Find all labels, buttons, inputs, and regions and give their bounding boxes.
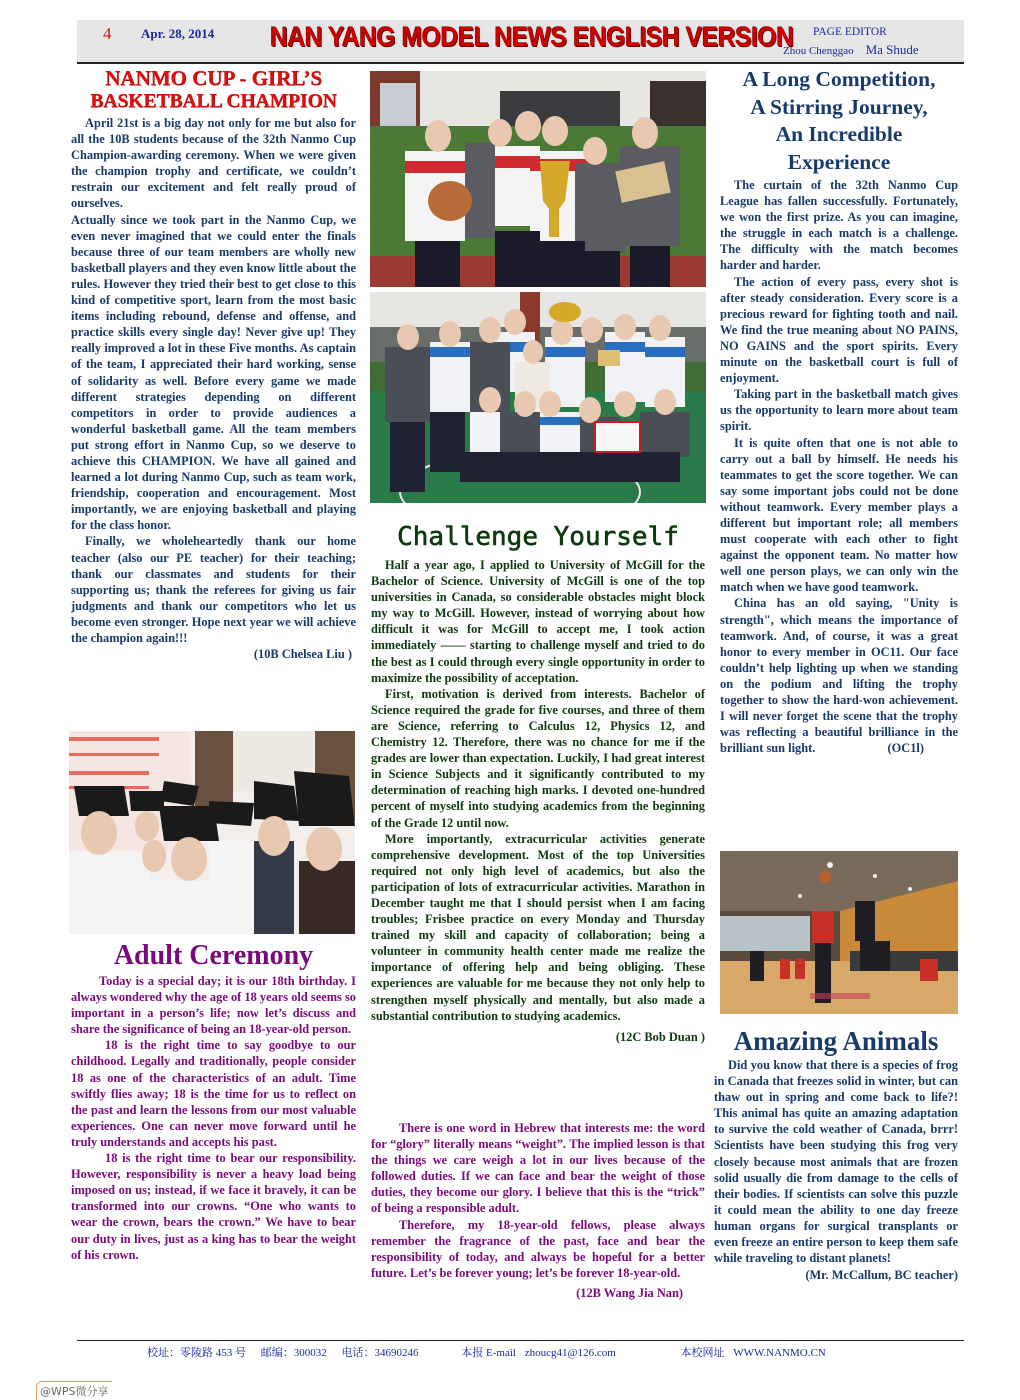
paragraph: Half a year ago, I applied to University of McGill for the Bachelor of Science. University of McGill is one of the top universities in Canada, so considerable obstacles might block my way to McGill. However, instead of worrying about how difficult it was for McGill to accept me, I took action immediately —— starting to challenge myself and tried to do the best as I could through every single opportunity in order to maximize the possibility of acceptation. (371, 558, 705, 685)
headline (720, 66, 958, 176)
article-adult-ceremony-continued (371, 1120, 705, 1301)
byline: (12C Bob Duan ) (615, 1029, 705, 1044)
postcode: 邮编：300032 (260, 1347, 327, 1359)
graduation-photo-image (69, 731, 355, 934)
basketball-game-photo-image (720, 851, 958, 1014)
headline-line: Experience (787, 149, 891, 174)
headline-line: An Incredible (775, 122, 903, 146)
website-label: 本校网址 (680, 1347, 725, 1359)
editor-name: Zhou Chenggao (783, 45, 854, 57)
photo-graduation-ceremony (69, 731, 355, 934)
page-editor-names (783, 42, 919, 58)
paragraph: More importantly, extracurricular activities generate comprehensive development. Most of the top Universities required not only high level of academics, but also the participation of lots of extracurricular activities. Marathon in December taught me that I should persist when I am facing troubles; Frisbee practice on every Monday and Thursday trained my skill and capacity of collaboration; being a volunteer in community health center made me realize the importance of offering help and being obliging. These experiences are valuable for me because they not only help to strengthen myself physically and mentally, but also made a substantial contribution to studying academics. (371, 831, 705, 1023)
article-body (720, 177, 958, 756)
paragraph: The curtain of the 32th Nanmo Cup League has fallen successfully. Fortunately, we won the first prize. As you can imagine, the struggle in each match is a challenge. The difficulty with the match becomes harder and harder. (720, 178, 958, 273)
school-address: 校址：零陵路 453 号 (147, 1347, 246, 1359)
issue-date: Apr. 28, 2014 (141, 26, 215, 41)
article-body (371, 1120, 705, 1281)
article-long-competition (720, 66, 958, 756)
paragraph: Actually since we took part in the Nanmo Cup, we even never imagined that we could enter the finals because three of our team members are wholly new basketball players and they even know little about the rules. However they tried their best to get close to this kind of competitive sport, learn from the most basic items including rebound, defense and offense, and practice skills every single day! Never give up! They really improved a lot in these Five months. As captain of the team, I appreciated their hard working, sense of solidarity as well. Before every game we made different strategies depending on different competitors in order to provide audiences a wonderful basketball game. All the team members put strong effort in Nanmo Cup, so we deserve to achieve this CHAMPION. We have all gained and learned a lot during Nanmo Cup, such as team work, friendship, cooperation and encouragement. Most importantly, we are enjoying basketball and playing for the class honor. (71, 212, 356, 533)
newspaper-title: NAN YANG MODEL NEWS ENGLISH VERSION (270, 21, 794, 52)
paragraph: Finally, we wholeheartedly thank our home teacher (also our PE teacher) for their teaching; thank our classmates and students for their supporting us; thank the referees for giving us fair judgments and thank our competitors who let us become even stronger. Hope next year we will achieve the champion again!!! (71, 534, 356, 645)
email-label: 本报 E-mail (461, 1347, 516, 1359)
website-link[interactable]: WWW.NANMO.CN (733, 1347, 826, 1359)
photo-boys-team (370, 292, 706, 503)
editor-name: Ma Shude (865, 42, 919, 57)
masthead (77, 20, 964, 64)
article-body (714, 1057, 958, 1266)
paragraph: 18 is the right time to bear our responsibility. However, responsibility is never a heavy load being imposed on us; instead, if we face it bravely, it can be transformed into our crowns. “One who wants to wear the crown, bears the crown.” We have to bear our duty in lives, just as a king has to bear the weight of his crown. (71, 1151, 356, 1262)
headline-line: BASKETBALL CHAMPION (90, 91, 337, 112)
footer-contact (147, 1344, 838, 1360)
byline: (OC1l) (887, 741, 924, 756)
phone: 电话：34690246 (341, 1347, 419, 1359)
byline: (Mr. McCallum, BC teacher) (805, 1268, 958, 1283)
article-basketball-champion (71, 66, 356, 662)
article-amazing-animals (714, 1026, 958, 1283)
paragraph: Taking part in the basketball match gives us the opportunity to learn more about team spirit. (720, 387, 958, 434)
girls-team-photo-image (370, 71, 706, 287)
paragraph: Therefore, my 18-year-old fellows, please always remember the fragrance of the past, face and bear the responsibility of today, and always be hopeful for a better future. Let’s be forever young; let’s be forever 18-year-old. (371, 1217, 705, 1280)
photo-girls-team (370, 71, 706, 287)
byline: (10B Chelsea Liu ) (253, 647, 352, 662)
paragraph: Did you know that there is a species of frog in Canada that freezes solid in winter, but can thaw out in spring and come back to life?! This animal has quite an amazing adaptation to survive the cold weather of Canada, brrr! Scientists have been studying this frog very closely because most animals that are frozen solid usually die from damage to the cells of their bodies. If scientists can solve this puzzle it could mean the ability to one day freeze human organs for surgical transplants or even freeze an entire person to keep them safe while traveling to distant planets! (714, 1058, 958, 1266)
footer-divider (77, 1340, 964, 1341)
byline: (12B Wang Jia Nan) (576, 1285, 683, 1300)
article-body (71, 115, 356, 646)
boys-team-photo-image (370, 292, 706, 503)
paragraph: Today is a special day; it is our 18th birthday. I always wondered why the age of 18 years old seems so important in a person’s life; now let’s discuss and share the significance of being an 18-year-old person. (71, 974, 356, 1037)
headline: Amazing Animals (733, 1026, 939, 1056)
paragraph: It is quite often that one is not able to carry out a ball by himself. He needs his teammates to get the score together. We can say some important jobs could not be done without teamwork. Every member plays a different but important role; all members must cooperate with each other to fight against the opponent team. No matter how well one person plays, we can only win the match when we have good teamwork. (720, 435, 958, 595)
headline: Challenge Yourself (397, 522, 679, 552)
headline-line: NANMO CUP - GIRL’S (105, 66, 322, 90)
article-body (71, 973, 356, 1263)
email-link[interactable]: zhoucg41@126.com (524, 1347, 616, 1359)
wps-share-watermark[interactable]: @WPS微分享 (36, 1381, 112, 1400)
headline-line: A Stirring Journey, (750, 94, 928, 119)
article-body (371, 557, 705, 1024)
article-adult-ceremony (71, 940, 356, 1263)
photo-basketball-game (720, 851, 958, 1014)
page-editor-label: PAGE EDITOR (813, 26, 887, 38)
paragraph: First, motivation is derived from interests. Bachelor of Science required the grade for five courses, and three of them are Science, referring to Calculus 12, Physics 12, and Chemistry 12. Therefore, there was no chance for me if the grades are lower than expectation. Luckily, I had great interest in Science Subjects and it significantly contributed to my determination of reaching high marks. I devoted one-hundred percent of myself into studying academics from the beginning of the Grade 12 until now. (371, 686, 705, 830)
paragraph: The action of every pass, every shot is after steady consideration. Every score is a precious reward for fighting tooth and nail. We find the true meaning about NO PAINS, NO GAINS and the sport spirits. Every minute on the basketball court is full of enjoyment. (720, 274, 958, 386)
paragraph: There is one word in Hebrew that interests me: the word for “glory” literally means “weight”. The implied lesson is that the things we care weigh a lot in our lives because of the followed duties. If we can face and bear the weight of those duties, they become our glory. I believe that this is the “trick” of being a responsible adult. (371, 1121, 705, 1216)
paragraph: China has an old saying, "Unity is strength", which means the importance of teamwork. And, of course, it was a great honor to every member in OC11. Our face couldn’t help lighting up when we standing on the podium and lifting the trophy together to show the hard-won achievement. I will never forget the scene that the trophy was reflecting a beautiful brilliance in the brilliant sun light. (720, 596, 958, 756)
paragraph: 18 is the right time to say goodbye to our childhood. Legally and traditionally, people consider 18 as one of the characteristics of an adult. Time swiftly flies away; 18 is the time for us to reflect on the past and learn the lessons from our most valuable experiences. One can never move forward until he truly understands and accepts his past. (71, 1038, 356, 1149)
paragraph: April 21st is a big day not only for me but also for all the 10B students because of the 32th Nanmo Cup Champion-awarding ceremony. When we were given the champion trophy and certificate, we couldn’t restrain our excitement and felt really proud of ourselves. (71, 116, 356, 211)
headline: Adult Ceremony (113, 940, 314, 971)
headline (71, 66, 356, 114)
page-number: 4 (103, 24, 112, 43)
article-challenge-yourself (371, 521, 705, 1045)
headline-line: A Long Competition, (742, 67, 936, 91)
